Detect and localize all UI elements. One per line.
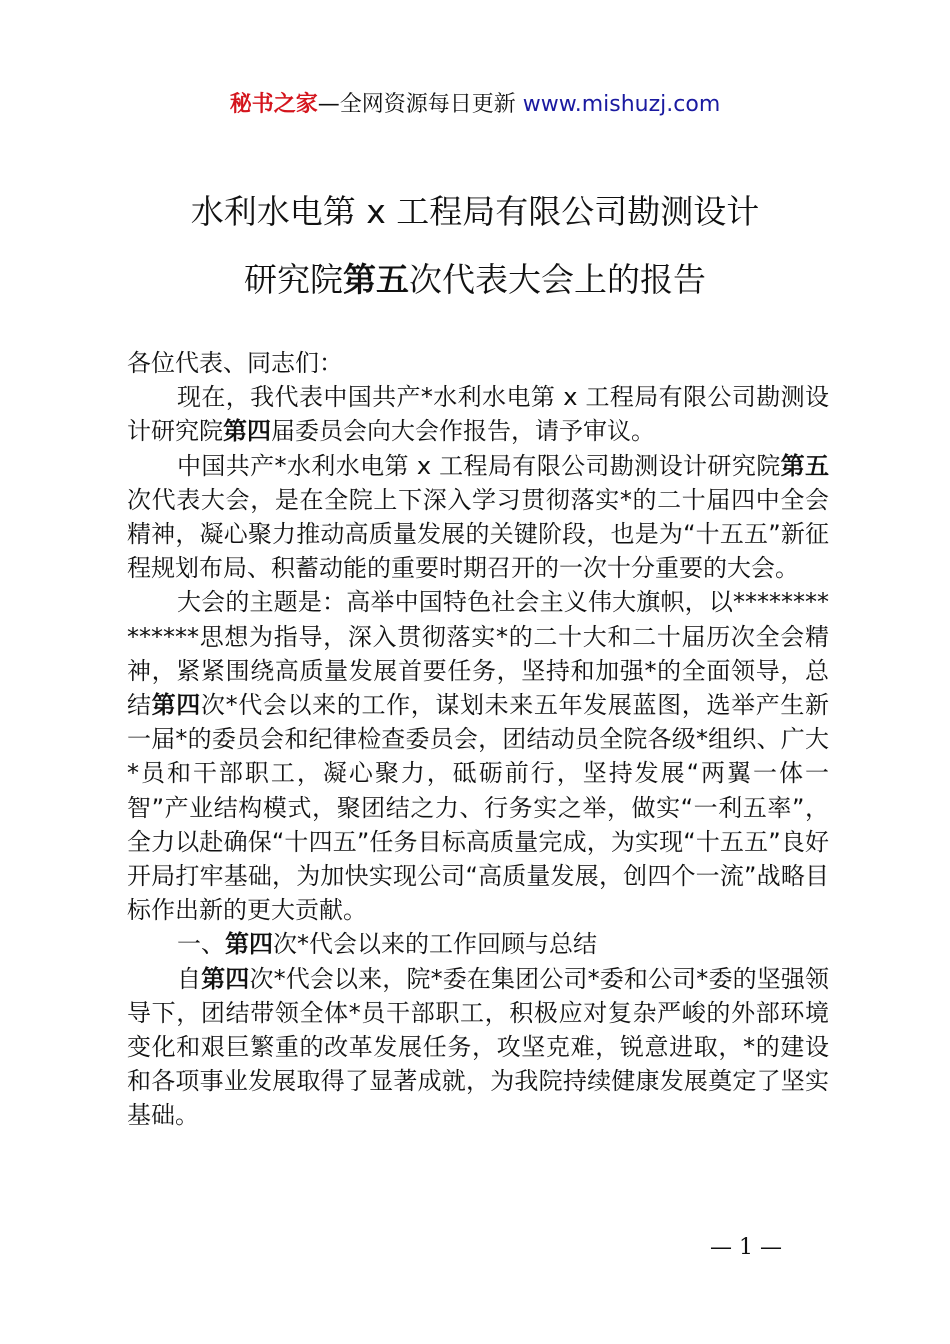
page-footer xyxy=(0,1234,950,1262)
site-header xyxy=(0,90,950,120)
paragraph-4 xyxy=(127,962,829,1133)
salutation: 各位代表、同志们： xyxy=(127,349,343,377)
title-suffix: 次代表大会上的报告 xyxy=(409,260,706,299)
p2-text-c: 次代表大会，是在全院上下深入学习贯彻落实*的二十届四中全会精神，凝心聚力推动高质量发展的关键阶段，也是为“十五五”新征程规划布局、积蓄动能的重要时期召开的一次十分重要的大会。 xyxy=(127,485,829,583)
p2-bold: 第五 xyxy=(780,451,829,480)
header-tagline: —全网资源每日更新 xyxy=(317,92,523,117)
p1-text-a: 现在，我代表中国共产*水利水电第 x 工程局有限公司勘测设计研究院 xyxy=(127,383,829,446)
document-body xyxy=(127,346,829,1133)
brand-name: 秘书之家 xyxy=(229,92,318,117)
p3-bold: 第四 xyxy=(151,691,201,720)
title-prefix: 研究院 xyxy=(244,260,343,299)
p2-text-a: 中国共产*水利水电第 x 工程局有限公司勘测设计研究院 xyxy=(177,451,781,480)
section-heading-1 xyxy=(127,927,829,961)
p1-bold: 第四 xyxy=(223,417,271,446)
title-bold: 第五 xyxy=(343,260,409,299)
p3-text-a: 大会的主题是：高举中国特色社会主义伟大旗帜，以**************思想为指导，深入贯彻落实*的二十大和二十届历次全会精神，紧紧围绕高质量发展首要任务，坚持和加强*的全面领导，总结 xyxy=(127,588,829,720)
p3-text-c: 次*代会以来的工作，谋划未来五年发展蓝图，选举产生新一届*的委员会和纪律检查委员会，团结动员全院各级*组织、广大*员和干部职工，凝心聚力，砥砺前行，坚持发展“两翼一体一智”产业结构模式，聚团结之力、行务实之举，做实“一利五率”，全力以赴确保“十四五”任务目标高质量完成，为实现“十五五”良好开局打牢基础，为加快实现公司“高质量发展，创四个一流”战略目标作出新的更大贡献。 xyxy=(127,691,830,925)
paragraph-1 xyxy=(127,380,829,448)
document-title-line-1: 水利水电第 x 工程局有限公司勘测设计 xyxy=(190,192,760,231)
p4-bold: 第四 xyxy=(201,964,250,993)
heading-bold: 第四 xyxy=(225,930,273,959)
paragraph-3 xyxy=(127,585,829,927)
p1-text-c: 届委员会向大会作报告，请予审议。 xyxy=(271,417,655,446)
page-number: — 1 — xyxy=(710,1235,782,1260)
paragraph-2 xyxy=(127,449,829,586)
p4-text-c: 次*代会以来，院*委在集团公司*委和公司*委的坚强领导下，团结带领全体*员干部职工，积极应对复杂严峻的外部环境变化和艰巨繁重的改革发展任务，攻坚克难，锐意进取，*的建设和各项事业发展取得了显著成就，为我院持续健康发展奠定了坚实基础。 xyxy=(127,964,830,1130)
site-url-link[interactable]: www.mishuzj.com xyxy=(522,92,721,117)
heading-text-a: 一、 xyxy=(177,930,225,959)
p4-text-a: 自 xyxy=(177,964,202,993)
document-title-line-2 xyxy=(0,258,950,302)
heading-text-c: 次*代会以来的工作回顾与总结 xyxy=(273,930,597,959)
